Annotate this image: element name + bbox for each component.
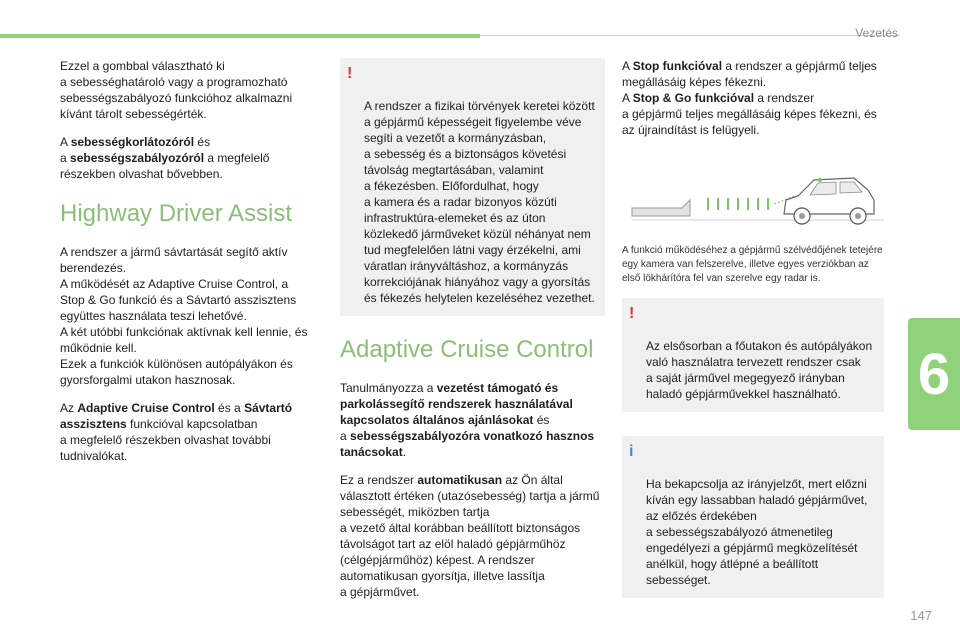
chapter-tab: 6: [908, 318, 960, 430]
warning-box-physics: [340, 58, 605, 316]
warning-box-roads: [622, 298, 884, 412]
warning-text: A rendszer a fizikai törvények keretei között a gépjármű képességeit figyelembe véve segíti a vezetőt a kormányzásban, a sebesség és a biztonságos követési távolság megtartásában, valamint a fékezésben. Előfordulhat, hogy a kamera és a radar bizonyos közúti infrastruktúra-elemeket és az úton közlekedő járműveket közül néhányat nem tud megfelelően látni vagy érzékelni, ami váratlan irányváltáshoz, a kormányzás korrekciójának hiányához vagy a gyorsítás és fékezés helytelen kezeléséhez vezethet.: [364, 99, 595, 305]
acc-recommendations: Tanulmányozza a vezetést támogató és parkolássegítő rendszerek használatával kapcsolatos általános ajánlásokat és a sebességszabályozóra vonatkozó hasznos tanácsokat.: [340, 381, 595, 459]
column-right: [622, 58, 884, 598]
header-accent-bar: [0, 34, 480, 38]
warning-icon: !: [347, 65, 353, 82]
stop-go-paragraph: A Stop funkcióval a rendszer a gépjármű teljes megállásáig képes fékezni. A Stop & Go funkcióval a rendszer a gépjármű teljes megállásáig képes fékezni, és az újraindítást is felügyeli.: [622, 59, 877, 137]
reference-paragraph: A sebességkorlátozóról és a sebességszabályozóról a megfelelő részekben olvashat bővebben.: [60, 135, 270, 181]
column-middle: [340, 58, 605, 612]
warning-icon: !: [629, 305, 635, 322]
header-divider: [480, 35, 900, 36]
info-icon: i: [629, 443, 634, 460]
hda-description: A rendszer a jármű sávtartását segítő aktív berendezés. A működését az Adaptive Cruise Control, a Stop & Go funkció és a Sávtartó asszisztens együttes használata teszi lehetővé. A két utóbbi funkciónak aktívnak kell lennie, és működnie kell. Ezek a funkciók különösen autópályákon és gyorsforgalmi utakon hasznosak.: [60, 245, 308, 387]
section-title: Vezetés: [855, 26, 898, 40]
info-box-overtaking: [622, 436, 884, 598]
heading-highway-driver-assist: Highway Driver Assist: [60, 200, 293, 227]
column-left: [60, 58, 312, 476]
illustration-caption: A funkció működéséhez a gépjármű szélvédőjének tetejére egy kamera van felszerelve, illetve egyes verziókban az első lökhárítóra fel van szerelve egy radar is.: [622, 245, 883, 284]
warning-text: Az elsősorban a főutakon és autópályákon való használatra tervezett rendszer csak a saját járművel megegyező irányban haladó gépjárművekkel használható.: [646, 339, 873, 401]
page-number: 147: [910, 608, 932, 623]
intro-paragraph: Ezzel a gombbal választható ki a sebességhatároló vagy a programozható sebességszabályozó funkcióhoz alkalmazni kívánt tárolt sebességérték.: [60, 59, 293, 121]
heading-adaptive-cruise-control: Adaptive Cruise Control: [340, 336, 594, 363]
info-text: Ha bekapcsolja az irányjelzőt, mert előzni kíván egy lassabban haladó gépjárművet, az előzés érdekében a sebességszabályozó átmenetileg engedélyezi a gépjármű megközelítését anélkül, hogy átlépné a beállított sebességet.: [646, 477, 868, 587]
car-illustration: [622, 156, 884, 236]
hda-reference: Az Adaptive Cruise Control és a Sávtartó asszisztens funkcióval kapcsolatban a megfelelő részekben olvashat további tudnivalókat.: [60, 401, 293, 463]
acc-description: Ez a rendszer automatikusan az Ön által választott értéken (utazósebesség) tartja a jármű sebességét, miközben tartja a vezető által korábban beállított biztonságos távolságot tart az elöl haladó gépjárműhöz (célgépjárműhöz) képest. A rendszer automatikusan gyorsítja, illetve lassítja a gépjárművet.: [340, 473, 600, 599]
